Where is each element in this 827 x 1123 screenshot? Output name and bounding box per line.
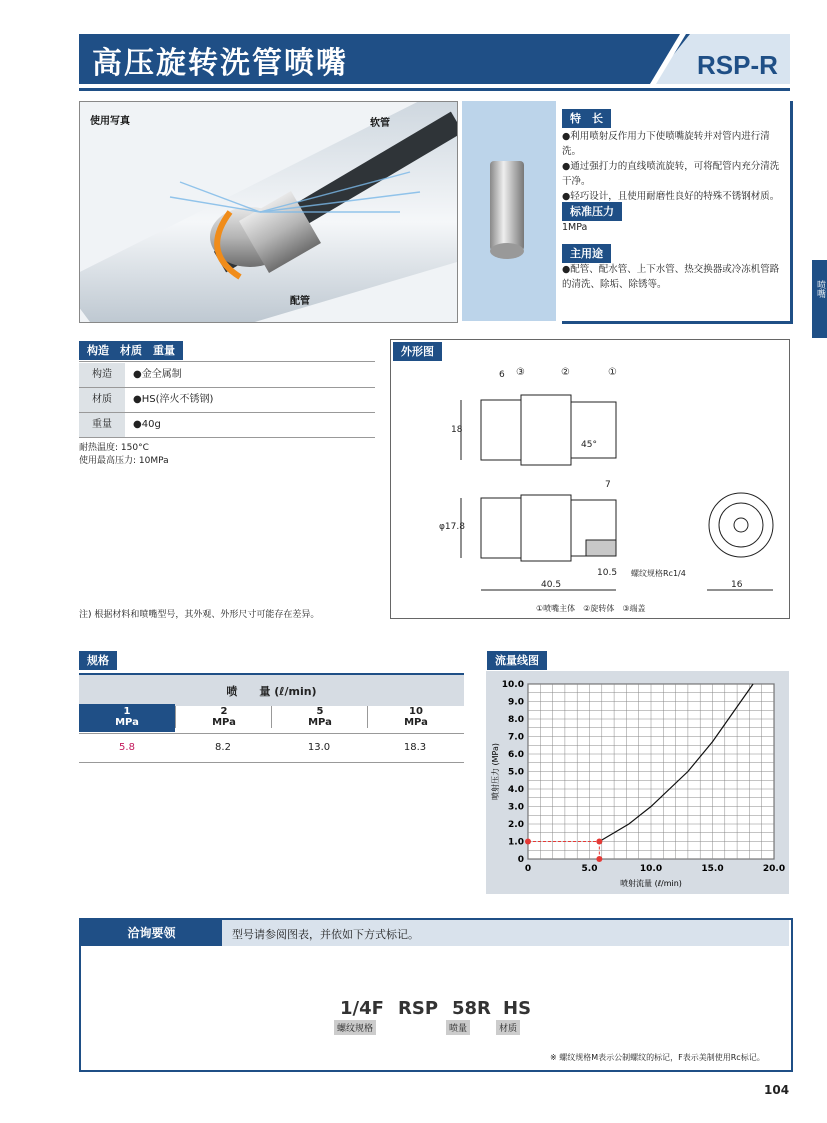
row-value: ●HS(淬火不锈钢)	[133, 394, 214, 405]
table-row	[79, 363, 375, 388]
x-tick-label: 15.0	[701, 864, 724, 874]
drawing-tag: 外形图	[393, 342, 442, 361]
row-value: ●40g	[133, 419, 161, 430]
y-tick-label: 3.0	[508, 802, 524, 813]
pressure-5: 5 MPa	[271, 706, 368, 728]
order-part: HS	[503, 998, 532, 1019]
use-tag: 主用途	[562, 244, 611, 263]
features-list	[562, 129, 784, 204]
order-label: 喷量	[446, 1020, 470, 1035]
y-tick-label: 2.0	[508, 820, 524, 830]
features-tag: 特 长	[562, 109, 611, 128]
x-axis-label: 喷射流量 (ℓ/min)	[620, 879, 682, 888]
product-code: RSP-R	[697, 50, 778, 80]
table-row	[79, 413, 375, 438]
dim-178: φ17.8	[439, 522, 465, 532]
part-1: ①	[608, 367, 617, 378]
footnote: 注) 根据材料和喷嘴型号，其外观、外形尺寸可能存在差异。	[79, 610, 320, 620]
x-tick-label: 5.0	[581, 864, 598, 874]
order-label: 材质	[496, 1020, 520, 1035]
hose-label: 软管	[370, 118, 390, 129]
structure-tag: 构造 材质 重量	[79, 341, 183, 360]
marker-point	[596, 839, 602, 845]
flow-value: 5.8	[119, 742, 135, 753]
nozzle-photo	[462, 101, 556, 321]
max-pressure-note: 使用最高压力: 10MPa	[79, 456, 169, 466]
order-part: 58R	[452, 998, 491, 1019]
pressure-2: 2 MPa	[175, 706, 272, 728]
flow-value: 13.0	[307, 742, 331, 753]
nozzle-image	[462, 101, 556, 321]
side-tab-label: 喷嘴	[815, 280, 825, 298]
y-tick-label: 7.0	[508, 732, 524, 743]
y-tick-label: 8.0	[508, 715, 524, 725]
spec-header	[79, 673, 464, 706]
row-key: 构造	[79, 363, 125, 387]
order-part: 1/4F	[340, 998, 384, 1019]
x-tick-label: 10.0	[639, 864, 663, 874]
feature-item: ●通过强打力的直线喷流旋转，可将配管内充分清洗干净。	[562, 161, 780, 187]
structure-table	[79, 361, 375, 362]
spec-header-label: 喷 量 (ℓ/min)	[226, 685, 317, 698]
y-tick-label: 0	[517, 855, 524, 865]
y-tick-label: 5.0	[508, 767, 524, 778]
pressure-tag: 标准压力	[562, 202, 622, 221]
feature-item: ●利用喷射反作用力下使喷嘴旋转并对管内进行清洗。	[562, 131, 770, 157]
side-tab	[812, 260, 827, 338]
order-tag: 洽询要领	[81, 920, 222, 946]
thread-label: 螺纹规格Rc1/4	[631, 569, 686, 578]
y-tick-label: 6.0	[508, 750, 524, 760]
use-text: ●配管、配水管、上下水管、热交换器或冷冻机管路的清洗、除垢、除锈等。	[562, 264, 780, 290]
x-tick-label: 20.0	[762, 864, 786, 874]
drawing-svg	[391, 340, 789, 618]
pipe-illustration	[80, 102, 457, 322]
heat-note: 耐热温度: 150°C	[79, 443, 149, 453]
dim-a: 6	[499, 370, 505, 380]
marker-point	[525, 839, 531, 845]
pressure-10: 10 MPa	[367, 706, 464, 728]
table-row	[79, 388, 375, 413]
part-3: ③	[516, 367, 525, 378]
header-rule	[79, 88, 790, 91]
features-panel	[562, 101, 793, 324]
dim-angle: 45°	[581, 440, 597, 450]
chart-svg	[486, 671, 789, 894]
page-number: 104	[764, 1083, 790, 1097]
flow-value: 8.2	[215, 742, 231, 753]
order-foot: ※ 螺纹规格M表示公制螺纹的标记，F表示美制使用Rc标记。	[550, 1053, 765, 1062]
page-title: 高压旋转洗管喷嘴	[92, 46, 348, 81]
dim-105: 10.5	[597, 568, 618, 578]
dimension-drawing	[390, 339, 790, 619]
y-tick-label: 1.0	[508, 837, 524, 848]
flow-tag: 流量线图	[487, 651, 547, 670]
spec-grid	[79, 704, 464, 763]
usage-photo	[79, 101, 458, 323]
dim-7: 7	[605, 480, 611, 490]
spec-tag: 规格	[79, 651, 117, 670]
dim-16: 16	[731, 580, 743, 590]
y-tick-label: 9.0	[508, 697, 524, 708]
row-key: 重量	[79, 413, 125, 437]
row-key: 材质	[79, 388, 125, 412]
order-label: 螺纹规格	[334, 1020, 376, 1035]
photo-caption: 使用写真	[90, 116, 130, 127]
dim-405: 40.5	[541, 580, 562, 590]
y-tick-label: 4.0	[508, 785, 524, 795]
marker-point	[596, 856, 602, 862]
pressure-value: 1MPa	[562, 222, 588, 233]
flow-chart	[486, 671, 789, 894]
row-value: ●金全属制	[133, 369, 182, 380]
x-tick-label: 0	[524, 864, 532, 874]
order-note: 型号请参阅图表，并依如下方式标记。	[232, 928, 419, 941]
drawing-legend: ①喷嘴主体 ②旋转体 ③端盖	[536, 604, 646, 613]
y-tick-label: 10.0	[501, 680, 524, 690]
pressure-1: 1 MPa	[115, 706, 139, 728]
dim-18: 18	[451, 425, 463, 435]
y-axis-label: 喷射压力 (MPa)	[491, 742, 500, 801]
part-2: ②	[561, 367, 570, 378]
flow-value: 18.3	[403, 742, 427, 753]
feature-item: ●轻巧设计，且使用耐磨性良好的特殊不锈钢材质。	[562, 191, 780, 202]
pipe-label: 配管	[290, 296, 310, 307]
order-part: RSP	[398, 998, 439, 1019]
